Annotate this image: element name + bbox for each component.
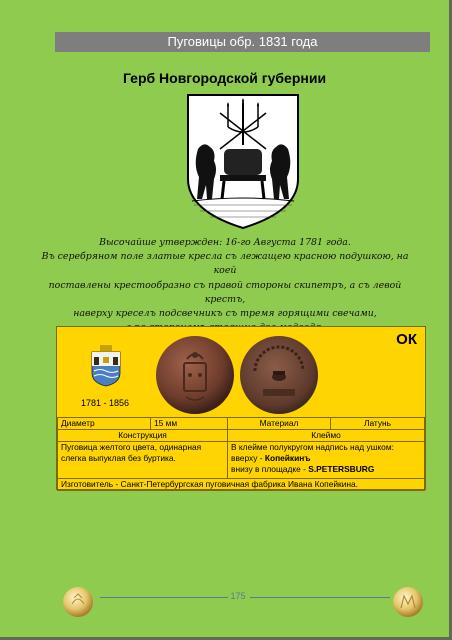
right-medal-icon — [392, 586, 424, 618]
description-line: Высочайше утвержден: 16-го Августа 1781 года. — [99, 237, 351, 248]
years-label: 1781 - 1856 — [81, 398, 130, 408]
material-value: Латунь — [331, 418, 425, 430]
mark-cell — [228, 442, 425, 479]
page-header: Пуговицы обр. 1831 года — [55, 32, 430, 52]
mark-text: В клейме полукругом надпись над ушком: — [231, 442, 394, 452]
description-line: Въ серебряном поле златые кресла съ лежащею красною подушкою, на коей — [41, 251, 409, 277]
manufacturer-text: Изготовитель - Санкт-Петербургская пуговичная фабрика Ивана Копейкина. — [58, 479, 425, 491]
description-line: поставлены крестообразно съ правой стороны скипетръ, а съ левой крестъ, — [48, 279, 402, 305]
section-title: Герб Новгородской губернии — [122, 70, 327, 86]
construction-cell — [58, 442, 228, 479]
footer-divider-left — [100, 597, 228, 598]
page-number: 175 — [230, 591, 246, 601]
mini-coat-of-arms-icon — [90, 345, 122, 387]
mark-text-line — [231, 464, 421, 475]
specs-table — [57, 417, 425, 491]
diameter-value: 15 мм — [151, 418, 228, 430]
button-back-photo — [239, 335, 319, 415]
mark-label: Клеймо — [228, 430, 425, 442]
diameter-label: Диаметр — [58, 418, 151, 430]
mark-text-value: S.PETERSBURG — [308, 464, 375, 474]
construction-text: Пуговица желтого цвета, одинарная — [61, 442, 202, 452]
coat-of-arms-image — [184, 93, 302, 230]
button-info-card — [56, 326, 426, 490]
mark-text-prefix: вверху - — [231, 453, 265, 463]
mark-text-value: Копейкинъ — [264, 453, 311, 463]
button-front-photo — [155, 335, 235, 415]
grade-badge: ОК — [396, 331, 417, 348]
construction-label: Конструкция — [58, 430, 228, 442]
left-medal-icon — [62, 586, 94, 618]
mark-text-line — [231, 453, 421, 464]
description-line: наверху креселъ подсвечникъ съ тремя горящими свечами, — [73, 308, 377, 320]
footer-divider-right — [250, 597, 390, 598]
construction-text: слегка выпуклая без буртика. — [61, 453, 176, 463]
material-label: Материал — [228, 418, 331, 430]
mark-text-prefix: внизу в площадке - — [231, 464, 309, 474]
